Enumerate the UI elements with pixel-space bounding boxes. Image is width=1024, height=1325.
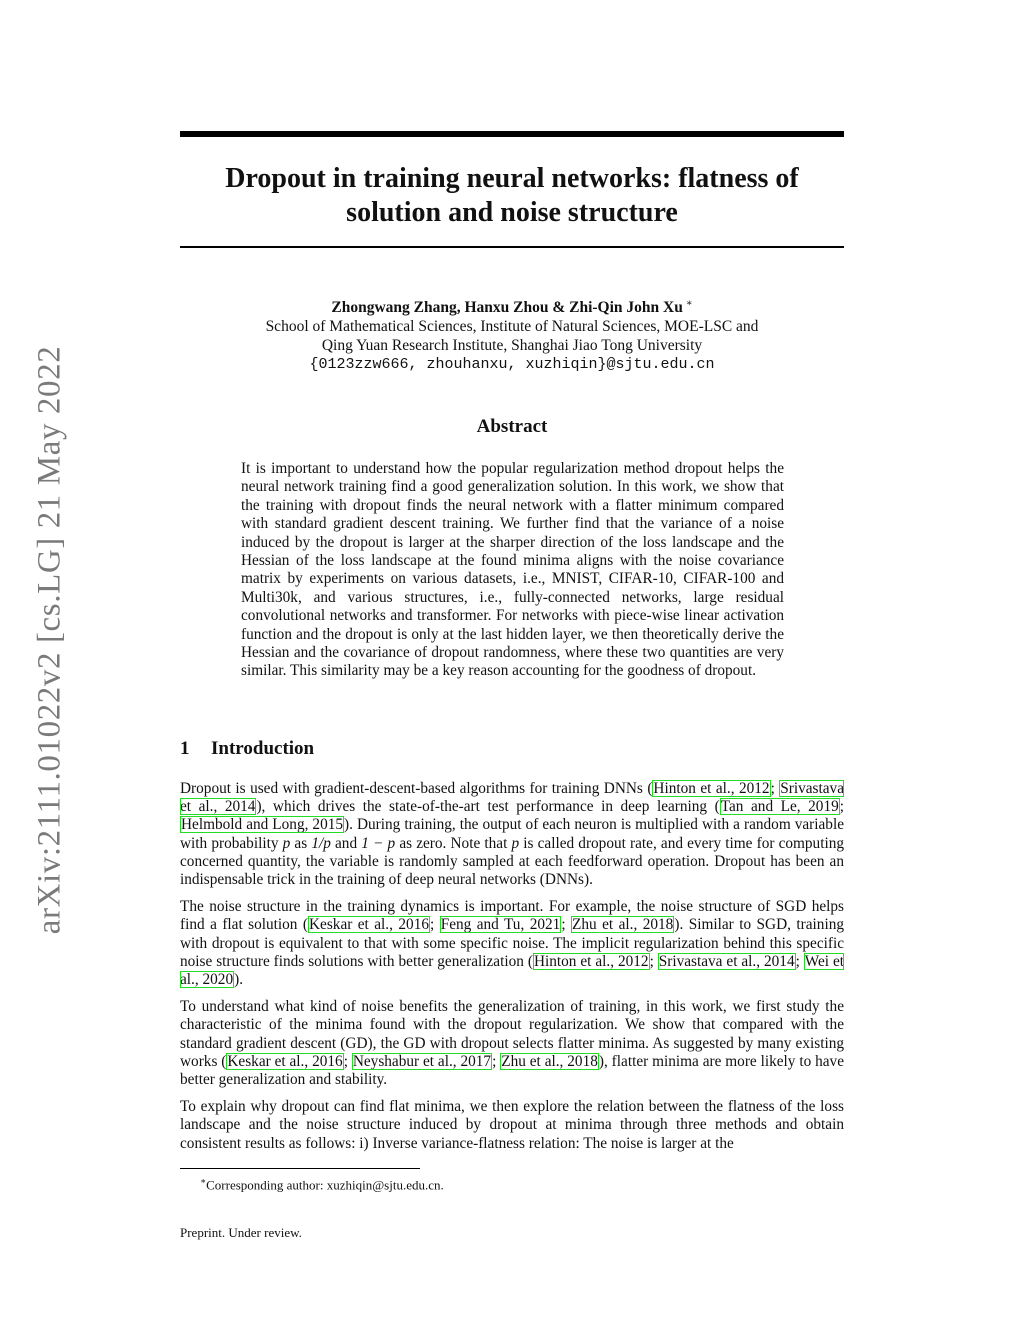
citation-link[interactable]: Keskar et al., 2016 bbox=[227, 1052, 343, 1070]
text-run: ; bbox=[492, 1052, 501, 1070]
paragraph-4 bbox=[180, 1098, 844, 1153]
math-expression: 1 − p bbox=[361, 834, 396, 852]
author-block bbox=[180, 294, 844, 374]
section-heading-introduction bbox=[180, 738, 314, 760]
paper-title bbox=[180, 162, 844, 230]
footnote-text: Corresponding author: xuzhiqin@sjtu.edu.cn. bbox=[206, 1177, 444, 1193]
text-run: is called dropout rate, and every time for computing concerned quantity, the variable is randomly sampled at each feedforward operation. Dropout has been an indispensable trick in the training of deep neural networks (DNNs). bbox=[180, 834, 845, 889]
section-number: 1 bbox=[180, 738, 190, 759]
footnote bbox=[200, 1173, 444, 1193]
author-names-line bbox=[180, 294, 844, 317]
citation-link[interactable]: Keskar et al., 2016 bbox=[309, 916, 429, 934]
text-run: ). During training, the output of each neuron is multiplied with a random variable with probability bbox=[180, 816, 844, 852]
citation-link[interactable]: Wei et al., 2020 bbox=[180, 952, 845, 989]
title-bottom-rule bbox=[180, 246, 844, 248]
citation-link[interactable]: Srivastava et al., 2014 bbox=[180, 780, 844, 816]
title-line-2: solution and noise structure bbox=[346, 197, 678, 228]
preprint-notice: Preprint. Under review. bbox=[180, 1225, 302, 1240]
citation-link[interactable]: Zhu et al., 2018 bbox=[501, 1052, 598, 1070]
section-title: Introduction bbox=[211, 738, 315, 759]
text-run: ). bbox=[234, 971, 244, 989]
text-run: To understand what kind of noise benefits the generalization of training, in this work, we first study the characteristic of the minima found with the dropout regularization. We show that compared with the standard gradient descent (GD), the GD with dropout selects flatter minima. As suggested by many existing works ( bbox=[180, 998, 844, 1070]
corresponding-author-mark: ∗ bbox=[685, 298, 693, 309]
author-emails: {0123zzw666, zhouhanxu, xuzhiqin}@sjtu.edu.cn bbox=[309, 356, 715, 374]
citation-link[interactable]: Feng and Tu, 2021 bbox=[440, 916, 561, 934]
abstract-text: It is important to understand how the popular regularization method dropout helps the neural network training find a good generalization solution. In this work, we show that the training with dropout finds the neural network with a flatter minimum compared with standard gradient descent training. We further find that the variance of a noise induced by the dropout is larger at the sharper direction of the loss landscape and the Hessian of the loss landscape at the found minima aligns with the noise covariance matrix by experiments on various datasets, i.e., MNIST, CIFAR-10, CIFAR-100 and Multi30k, and various structures, i.e., fully-connected networks, large residual convolutional networks and transformer. For networks with piece-wise linear activation function and the dropout is only at the last hidden layer, we then theoretically derive the Hessian and the covariance of dropout randomness, where these two quantities are very similar. This similarity may be a key reason accounting for the goodness of dropout. bbox=[241, 460, 784, 680]
paragraph-3 bbox=[180, 998, 844, 1089]
text-run: ), flatter minima are more likely to have better generalization and stability. bbox=[180, 1052, 844, 1089]
affiliation-line-1: School of Mathematical Sciences, Institute of Natural Sciences, MOE-LSC and bbox=[265, 318, 759, 336]
paragraph-1 bbox=[180, 780, 844, 889]
citation-link[interactable]: Hinton et al., 2012 bbox=[653, 780, 770, 797]
arxiv-stamp: arXiv:2111.01022v2 [cs.LG] 21 May 2022 bbox=[31, 345, 68, 935]
text-run: ). Similar to SGD, training with dropout is equivalent to that with some specific noise. The implicit regularization behind this specific noise structure finds solutions with better generalization ( bbox=[180, 916, 844, 970]
text-run: The noise structure in the training dynamics is important. For example, the noise structure of SGD helps find a flat solution ( bbox=[180, 898, 844, 934]
math-symbol: p bbox=[282, 834, 291, 852]
text-run: ; bbox=[430, 916, 440, 934]
text-run: ; bbox=[839, 798, 844, 816]
text-run: and bbox=[330, 834, 362, 852]
text-run: Dropout is used with gradient-descent-based algorithms for training DNNs ( bbox=[180, 780, 653, 797]
citation-link[interactable]: Neyshabur et al., 2017 bbox=[352, 1052, 492, 1070]
abstract-heading: Abstract bbox=[476, 416, 548, 437]
text-run: To explain why dropout can find flat minima, we then explore the relation between the flatness of the loss landscape and the noise structure induced by dropout at minima through three methods and obtain consistent results as follows: i) Inverse variance-flatness relation: The noise is larger at the bbox=[180, 1098, 844, 1152]
introduction-body bbox=[180, 780, 844, 1162]
text-run: ; bbox=[649, 952, 658, 970]
citation-link[interactable]: Srivastava et al., 2014 bbox=[658, 952, 795, 970]
math-symbol: p bbox=[511, 834, 520, 852]
affiliation-line-2: Qing Yuan Research Institute, Shanghai Jiao Tong University bbox=[321, 337, 703, 355]
footnote-rule bbox=[180, 1168, 420, 1169]
text-run: ; bbox=[343, 1052, 352, 1070]
citation-link[interactable]: Zhu et al., 2018 bbox=[572, 916, 674, 934]
paragraph-2 bbox=[180, 898, 844, 989]
footnote-mark: ∗ bbox=[200, 1176, 207, 1186]
citation-link[interactable]: Hinton et al., 2012 bbox=[533, 952, 649, 970]
math-expression: 1/p bbox=[311, 834, 331, 852]
text-run: as bbox=[290, 834, 312, 852]
title-top-rule bbox=[180, 131, 844, 137]
citation-link[interactable]: Tan and Le, 2019 bbox=[720, 798, 839, 816]
citation-link[interactable]: Helmbold and Long, 2015 bbox=[181, 816, 344, 834]
text-run: ; bbox=[561, 916, 572, 934]
author-names: Zhongwang Zhang, Hanxu Zhou & Zhi-Qin John Xu bbox=[331, 299, 683, 317]
text-run: ; bbox=[770, 780, 780, 797]
text-run: as zero. Note that bbox=[395, 834, 512, 852]
text-run: ; bbox=[795, 952, 804, 970]
text-run: ), which drives the state-of-the-art test performance in deep learning ( bbox=[256, 798, 720, 816]
title-line-1: Dropout in training neural networks: flatness of bbox=[225, 163, 799, 194]
